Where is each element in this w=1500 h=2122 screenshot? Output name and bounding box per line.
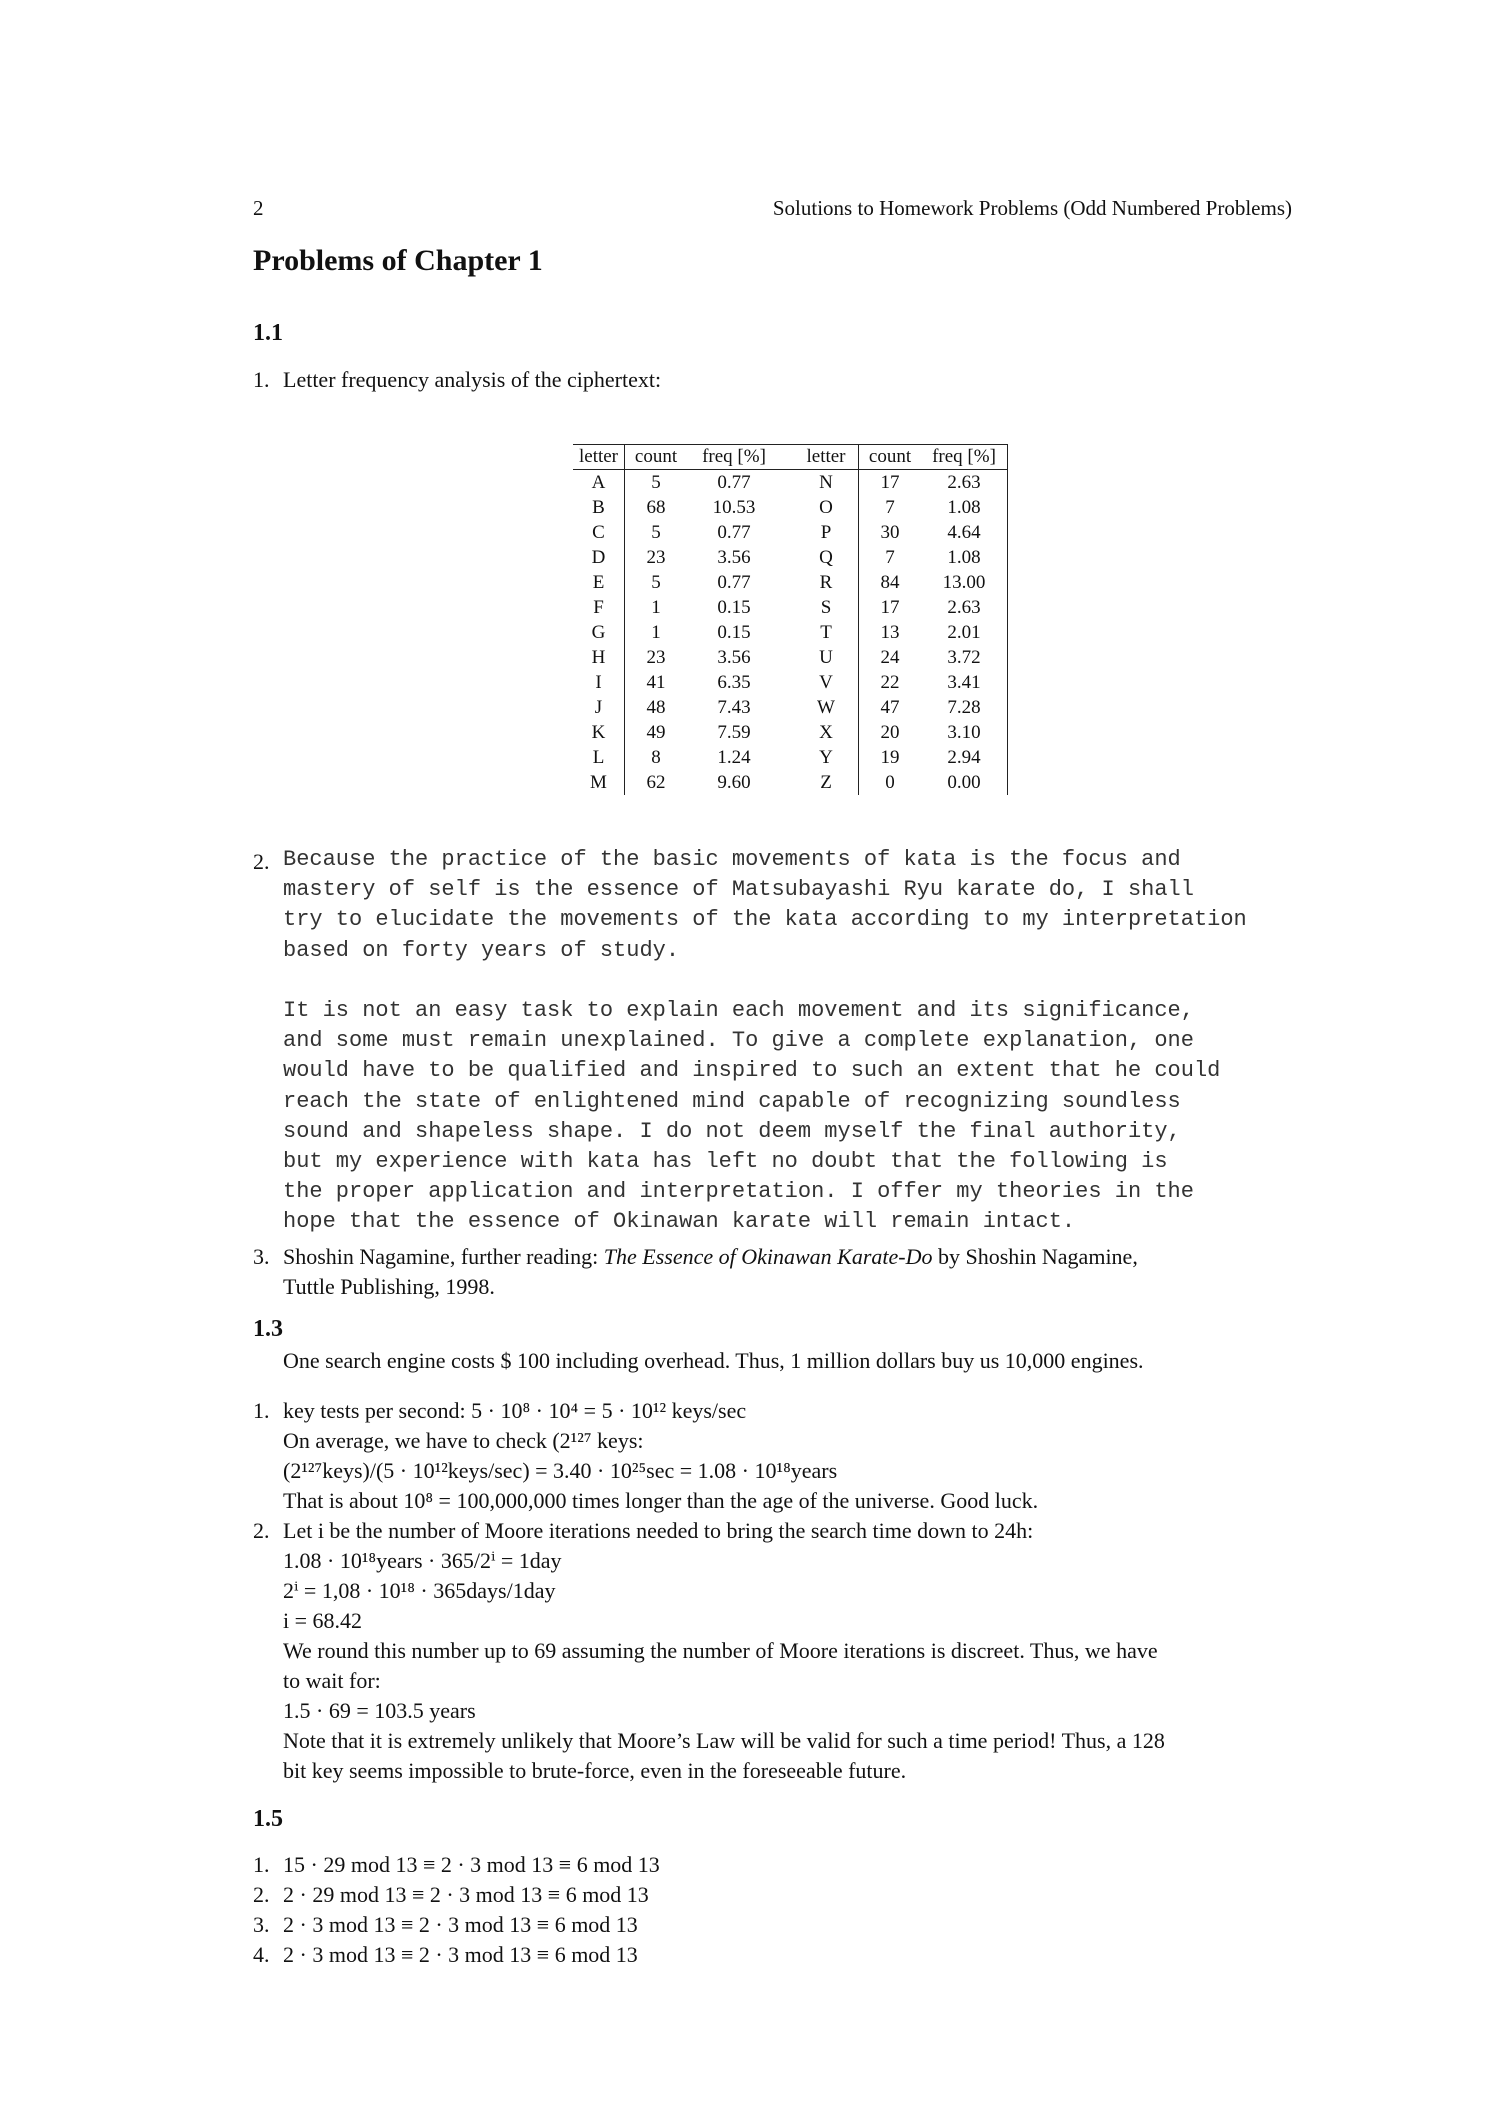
table-cell: 17 (859, 470, 922, 496)
table-row (573, 645, 1008, 670)
column-header: count (625, 445, 688, 470)
modular-equation: 2 · 29 mod 13 ≡ 2 · 3 mod 13 ≡ 6 mod 13 (283, 1882, 649, 1907)
table-cell: 4.64 (921, 520, 1008, 545)
table-cell: G (591, 622, 606, 643)
table-cell: 5 (625, 570, 688, 595)
item-number: 2. (253, 1518, 270, 1543)
table-cell: D (591, 547, 606, 568)
table-cell: T (820, 622, 832, 643)
table-cell: F (593, 597, 604, 618)
table-cell: 47 (859, 695, 922, 720)
table-cell: 3.56 (717, 547, 751, 568)
item-number: 1. (253, 1398, 270, 1423)
table-cell: Y (819, 747, 833, 768)
chapter-title: Problems of Chapter 1 (253, 244, 543, 277)
table-cell: 17 (859, 595, 922, 620)
further-reading-text: Shoshin Nagamine, further reading: (283, 1244, 604, 1269)
table-cell: 0.77 (717, 522, 751, 543)
text-line: bit key seems impossible to brute-force, even in the foreseeable future. (283, 1758, 907, 1783)
table-cell: 24 (859, 645, 922, 670)
table-cell: 7 (859, 545, 922, 570)
table-cell: 3.10 (921, 720, 1008, 745)
section-heading-1-5: 1.5 (253, 1806, 283, 1832)
item-number: 1. (253, 1852, 270, 1877)
intro-text: One search engine costs $ 100 including overhead. Thus, 1 million dollars buy us 10,000 engines. (283, 1348, 1144, 1373)
table-cell: 5 (625, 520, 688, 545)
table-cell: S (820, 597, 832, 618)
item-number: 3. (253, 1244, 270, 1269)
table-cell: 0.77 (717, 572, 751, 593)
item-number: 2. (253, 849, 270, 874)
table-cell: 13.00 (921, 570, 1008, 595)
running-title: Solutions to Homework Problems (Odd Numbered Problems) (772, 196, 1292, 220)
math-line: 1.5 · 69 = 103.5 years (283, 1698, 476, 1723)
section-heading-1-3: 1.3 (253, 1316, 283, 1342)
table-cell: 7.28 (921, 695, 1008, 720)
math-line: 1.08 · 10¹⁸years · 365/2ⁱ = 1day (283, 1548, 562, 1573)
table-cell: I (595, 672, 602, 693)
table-row (573, 545, 1008, 570)
table-cell: 8 (625, 745, 688, 770)
column-header: count (859, 445, 922, 470)
further-reading-line (283, 1242, 1138, 1272)
section-heading-1-1: 1.1 (253, 320, 283, 346)
table-cell: L (592, 747, 605, 768)
table-cell: 62 (625, 770, 688, 795)
table-cell: 7 (859, 495, 922, 520)
ciphertext-plaintext-paragraph: It is not an easy task to explain each movement and its significance, and some must remain unexplained. To give a complete explanation, one would have to be qualified and inspired to such an extent that he could reach the state of enlightened mind capable of recognizing soundless sound and shapeless shape. I do not deem myself the final authority, but my experience with kata has left no doubt that the following is the proper application and interpretation. I offer my theories in the hope that the essence of Okinawan karate will remain intact. (283, 998, 1221, 1235)
item-number: 1. (253, 367, 270, 392)
table-row (573, 595, 1008, 620)
table-cell: 48 (625, 695, 688, 720)
table-cell: 23 (625, 545, 688, 570)
ciphertext-plaintext-paragraph: Because the practice of the basic movements of kata is the focus and mastery of self is the essence of Matsubayashi Ryu karate do, I shall try to elucidate the movements of the kata according to my interpretation based on forty years of study. (283, 847, 1247, 963)
table-row (573, 470, 1008, 496)
column-header: letter (573, 445, 625, 470)
math-line: i = 68.42 (283, 1608, 363, 1633)
table-row (573, 720, 1008, 745)
table-row (573, 520, 1008, 545)
item-number: 4. (253, 1942, 270, 1967)
table-cell: 0.77 (717, 472, 751, 493)
modular-equation: 2 · 3 mod 13 ≡ 2 · 3 mod 13 ≡ 6 mod 13 (283, 1942, 638, 1967)
table-cell: J (594, 697, 603, 718)
table-cell: 13 (859, 620, 922, 645)
table-cell: 20 (859, 720, 922, 745)
table-cell: 7.59 (717, 722, 751, 743)
table-cell: 49 (625, 720, 688, 745)
item-number: 3. (253, 1912, 270, 1937)
table-cell: N (819, 472, 833, 493)
table-cell: V (819, 672, 833, 693)
table-cell: 5 (625, 470, 688, 496)
table-cell: 2.63 (921, 470, 1008, 496)
math-line: On average, we have to check (2¹²⁷ keys: (283, 1428, 644, 1453)
table-cell: 3.41 (921, 670, 1008, 695)
table-cell: 84 (859, 570, 922, 595)
table-cell: X (819, 722, 833, 743)
table-cell: 1.08 (921, 545, 1008, 570)
page-number: 2 (253, 196, 264, 220)
modular-equation: 15 · 29 mod 13 ≡ 2 · 3 mod 13 ≡ 6 mod 13 (283, 1852, 660, 1877)
table-cell: H (591, 647, 606, 668)
table-cell: 22 (859, 670, 922, 695)
table-cell: 1.24 (717, 747, 751, 768)
table-row (573, 770, 1008, 795)
table-cell: 1 (625, 595, 688, 620)
table-cell: 0.15 (717, 622, 751, 643)
text-line: We round this number up to 69 assuming the number of Moore iterations is discreet. Thus, we have (283, 1638, 1158, 1663)
table-cell: C (592, 522, 605, 543)
item-text: Letter frequency analysis of the ciphertext: (283, 367, 662, 392)
table-row (573, 570, 1008, 595)
table-cell: 3.56 (717, 647, 751, 668)
table-cell: 41 (625, 670, 688, 695)
item-number: 2. (253, 1882, 270, 1907)
table-cell: M (590, 772, 607, 793)
table-cell: 2.94 (921, 745, 1008, 770)
table-row (573, 695, 1008, 720)
modular-equation: 2 · 3 mod 13 ≡ 2 · 3 mod 13 ≡ 6 mod 13 (283, 1912, 638, 1937)
table-cell: 3.72 (921, 645, 1008, 670)
table-cell: 1 (625, 620, 688, 645)
table-cell: 2.01 (921, 620, 1008, 645)
table-cell: A (591, 472, 606, 493)
table-cell: 7.43 (717, 697, 751, 718)
table-cell: 6.35 (717, 672, 751, 693)
table-cell: 19 (859, 745, 922, 770)
table-header-row (573, 445, 1008, 470)
table-row (573, 670, 1008, 695)
table-cell: 10.53 (712, 497, 756, 518)
publisher-line: Tuttle Publishing, 1998. (283, 1274, 495, 1299)
table-cell: 0 (859, 770, 922, 795)
table-cell: 1.08 (921, 495, 1008, 520)
table-cell: B (592, 497, 605, 518)
table-cell: Z (820, 772, 832, 793)
table-row (573, 495, 1008, 520)
table-cell: 9.60 (717, 772, 751, 793)
table-cell: 23 (625, 645, 688, 670)
table-row (573, 620, 1008, 645)
math-line: Let i be the number of Moore iterations needed to bring the search time down to 24h: (283, 1518, 1034, 1543)
further-reading-author: by Shoshin Nagamine, (932, 1244, 1138, 1269)
column-header: freq [%] (921, 445, 1008, 470)
table-cell: 30 (859, 520, 922, 545)
table-cell: Q (819, 547, 833, 568)
math-line: That is about 10⁸ = 100,000,000 times longer than the age of the universe. Good luck. (283, 1488, 1039, 1513)
table-cell: U (819, 647, 833, 668)
table-cell: 68 (625, 495, 688, 520)
text-line: Note that it is extremely unlikely that Moore’s Law will be valid for such a time period! Thus, a 128 (283, 1728, 1165, 1753)
table-cell: 0.00 (921, 770, 1008, 795)
text-line: to wait for: (283, 1668, 381, 1693)
table-cell: O (819, 497, 833, 518)
table-cell: W (817, 697, 835, 718)
table-cell: E (592, 572, 605, 593)
book-title: The Essence of Okinawan Karate-Do (603, 1244, 933, 1269)
math-line: key tests per second: 5 · 10⁸ · 10⁴ = 5 · 10¹² keys/sec (283, 1398, 747, 1423)
math-line: 2ⁱ = 1,08 · 10¹⁸ · 365days/1day (283, 1578, 556, 1603)
table-cell: P (820, 522, 832, 543)
table-row (573, 745, 1008, 770)
column-header: letter (781, 445, 859, 470)
column-header: freq [%] (687, 445, 781, 470)
letter-frequency-table (573, 444, 1008, 795)
table-cell: 0.15 (717, 597, 751, 618)
table-cell: K (591, 722, 606, 743)
table-cell: R (819, 572, 833, 593)
math-line: (2¹²⁷keys)/(5 · 10¹²keys/sec) = 3.40 · 10²⁵sec = 1.08 · 10¹⁸years (283, 1458, 838, 1483)
table-cell: 2.63 (921, 595, 1008, 620)
